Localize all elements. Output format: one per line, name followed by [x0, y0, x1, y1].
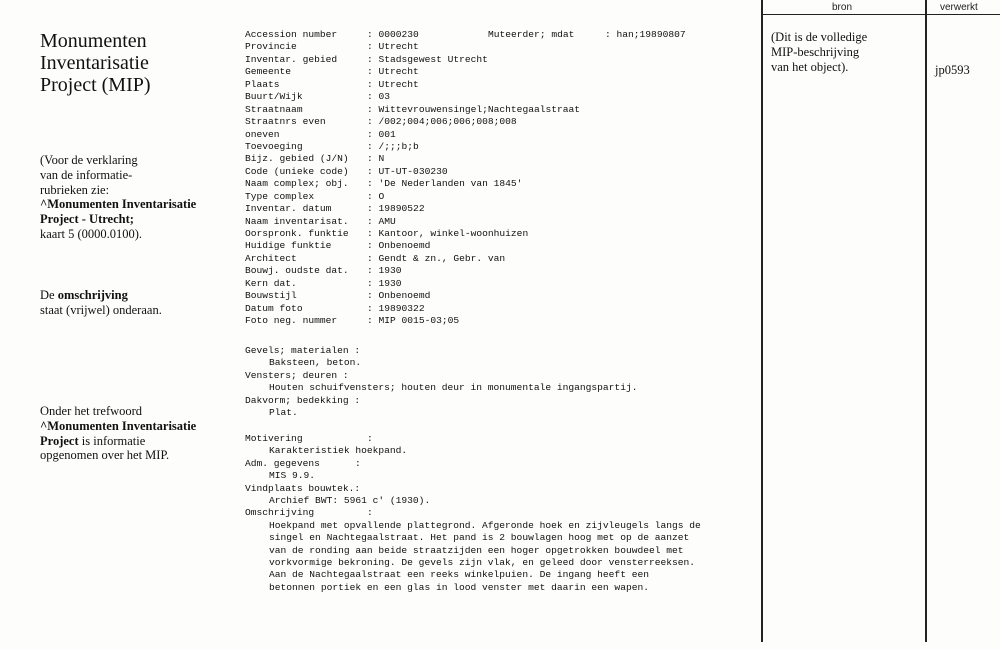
omschrijving-line: Aan de Nachtegaalstraat een reeks winkelpuien. De ingang heeft een: [269, 569, 649, 581]
omschrijving-line: singel en Nachtegaalstraat. Het pand is 2 bouwlagen hoog met op de aanzet: [269, 532, 690, 544]
mutator-label: Muteerder; mdat: [488, 29, 575, 40]
field-value: : 19890522: [367, 203, 425, 215]
vind-value: Archief BWT: 5961 c' (1930).: [269, 494, 431, 506]
field-value: : 001: [367, 128, 396, 140]
omschrijving-label: Omschrijving: [245, 507, 315, 519]
field-label: Oorspronk. funktie: [245, 228, 349, 239]
field-value: : /002;004;006;006;008;008: [367, 116, 517, 128]
page-title: [40, 30, 151, 96]
field-label: Provincie: [245, 41, 297, 53]
field-value: : 'De Nederlanden van 1845': [367, 178, 523, 190]
field-label: Datum foto: [245, 302, 303, 314]
field-label: Bijz. gebied (J/N): [245, 153, 349, 165]
field-label: Straatnaam: [245, 103, 303, 115]
adm-label: Adm. gegevens: [245, 457, 320, 469]
dak-label: Dakvorm; bedekking :: [245, 394, 361, 406]
field-label: Bouwj. oudste dat.: [245, 265, 349, 277]
bron-line2: MIP-beschrijving: [771, 45, 860, 59]
gevels-label: Gevels; materialen :: [245, 345, 361, 356]
note3-line4: opgenomen over het MIP.: [40, 448, 170, 463]
field-value: : Onbenoemd: [367, 290, 431, 302]
bron-line3: van het object).: [771, 60, 849, 74]
title-line-1: Monumenten: [40, 30, 147, 52]
field-value: : Utrecht: [367, 66, 419, 78]
field-value: : Utrecht: [367, 41, 419, 53]
field-value: : O: [367, 190, 385, 202]
field-label: Toevoeging: [245, 140, 303, 152]
field-value: : MIP 0015-03;05: [367, 315, 460, 327]
field-value: : UT-UT-030230: [367, 165, 448, 177]
title-line-2: Inventarisatie: [40, 52, 149, 74]
omschrijving-line: betonnen portiek en een glas in lood venster met daarin een wapen.: [269, 581, 649, 593]
note2-bold: omschrijving: [57, 288, 128, 302]
field-label: Foto neg. nummer: [245, 315, 338, 327]
field-label: oneven: [245, 128, 280, 140]
note3-line1: Onder het trefwoord: [40, 404, 143, 418]
note2-line2: staat (vrijwel) onderaan.: [40, 302, 162, 317]
note1-line1: (Voor de verklaring: [40, 153, 138, 167]
dak-value: Plat.: [269, 406, 298, 418]
adm-colon: :: [355, 457, 361, 469]
field-label: Naam complex; obj.: [245, 178, 349, 190]
bron-line1: (Dit is de volledige: [771, 30, 868, 44]
description-note: [40, 288, 162, 318]
field-value: : 0000230: [367, 29, 419, 40]
note2-pre: De: [40, 288, 58, 302]
field-label: Huidige funktie: [245, 240, 332, 252]
vensters-value: Houten schuifvensters; houten deur in monumentale ingangspartij.: [269, 382, 638, 394]
bron-note: [771, 30, 867, 75]
mutator-value: : han;19890807: [605, 29, 686, 40]
omschrijving-line: Hoekpand met opvallende plattegrond. Afgeronde hoek en zijvleugels langs de: [269, 519, 701, 531]
omschrijving-colon: :: [367, 507, 373, 519]
field-value: : Kantoor, winkel-woonhuizen: [367, 228, 529, 239]
note3-bold: Project: [40, 433, 79, 448]
field-label: Inventar. datum: [245, 203, 332, 215]
field-label: Bouwstijl: [245, 290, 297, 302]
field-label: Type complex: [245, 190, 315, 202]
keyword-note: [40, 404, 196, 463]
field-label: Accession number: [245, 29, 338, 40]
verwerkt-header: verwerkt: [940, 2, 978, 13]
motivering-value: Karakteristiek hoekpand.: [269, 445, 408, 457]
field-value: : Utrecht: [367, 78, 419, 90]
materials-section: [245, 345, 637, 419]
note1-line6: kaart 5 (0000.0100).: [40, 226, 143, 241]
field-label: Buurt/Wijk: [245, 91, 303, 103]
note1-line4: ^Monumenten Inventarisatie: [40, 197, 197, 212]
motivation-section: [245, 433, 701, 594]
note3-line2: ^Monumenten Inventarisatie: [40, 418, 197, 433]
header-rule: [762, 14, 1000, 15]
field-label: Straatnrs even: [245, 116, 326, 128]
field-value: : Onbenoemd: [367, 240, 431, 252]
vind-label: Vindplaats bouwtek.:: [245, 482, 361, 494]
field-value: : 1930: [367, 277, 402, 289]
field-value: : 19890322: [367, 302, 425, 314]
gevels-value: Baksteen, beton.: [269, 357, 362, 369]
bron-header: bron: [832, 2, 853, 13]
note3-rest: is informatie: [78, 433, 146, 448]
field-label: Gemeente: [245, 66, 292, 78]
field-value: : Gendt & zn., Gebr. van: [367, 252, 506, 264]
note1-line2: van de informatie-: [40, 167, 133, 182]
field-value: : 1930: [367, 265, 402, 277]
field-value: : Wittevrouwensingel;Nachtegaalstraat: [367, 103, 581, 115]
field-label: Plaats: [245, 78, 280, 90]
field-value: : N: [367, 153, 385, 165]
field-label: Naam inventarisat.: [245, 215, 349, 227]
note1-line5: Project - Utrecht;: [40, 212, 134, 227]
omschrijving-line: van de ronding aan beide straatzijden een hoger opgetrokken bouwdeel met: [269, 544, 684, 556]
field-value: : AMU: [367, 215, 396, 227]
explanation-note: [40, 153, 196, 242]
verwerkt-value: jp0593: [935, 63, 970, 77]
omschrijving-line: vorkvormige bekroning. De gevels zijn vlak, en geleed door vensterreeksen.: [269, 556, 696, 568]
field-label: Inventar. gebied: [245, 53, 338, 65]
motivering-label: Motivering: [245, 433, 303, 444]
field-value: : /;;;b;b: [367, 140, 419, 152]
adm-value: MIS 9.9.: [269, 470, 316, 482]
title-line-3: Project (MIP): [40, 74, 151, 96]
field-label: Architect: [245, 252, 297, 264]
motivering-colon: :: [367, 433, 373, 444]
column-divider-left: [761, 0, 763, 642]
field-value: : 03: [367, 91, 391, 103]
column-divider-right: [925, 0, 927, 642]
field-label: Kern dat.: [245, 277, 297, 289]
field-label: Code (unieke code): [245, 165, 349, 177]
field-value: : Stadsgewest Utrecht: [367, 53, 488, 65]
note1-line3: rubrieken zie:: [40, 182, 110, 197]
vensters-label: Vensters; deuren :: [245, 369, 349, 381]
